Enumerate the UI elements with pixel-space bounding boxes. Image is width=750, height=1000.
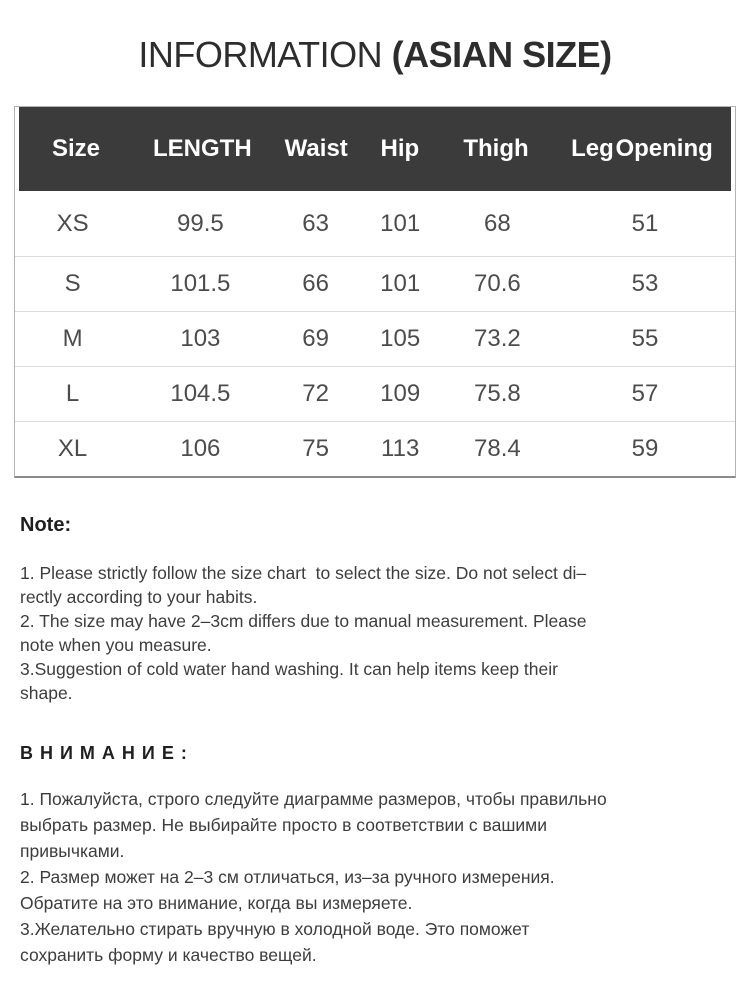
column-header-hip: Hip	[380, 135, 420, 162]
table-row-l	[15, 366, 735, 421]
note-line: shape.	[20, 683, 73, 703]
column-header-thigh: Thigh	[463, 135, 529, 162]
attention-line: 3.Желательно стирать вручную в холодной воде. Это поможет	[20, 919, 530, 939]
title-regular: INFORMATION	[138, 34, 392, 75]
cell-waist: 69	[302, 325, 329, 352]
size-chart-header-row	[19, 107, 731, 191]
cell-leg-opening: 53	[631, 270, 659, 297]
cell-length: 101.5	[170, 270, 231, 297]
cell-waist: 63	[302, 209, 329, 237]
cell-waist: 66	[302, 270, 329, 297]
cell-length: 104.5	[170, 380, 231, 407]
cell-hip: 113	[381, 435, 420, 462]
attention-heading: ВНИМАНИЕ:	[20, 743, 194, 763]
cell-leg-opening: 55	[631, 325, 659, 352]
cell-hip: 101	[380, 209, 421, 237]
cell-size: XL	[57, 435, 88, 462]
title-bold: (ASIAN SIZE)	[391, 34, 612, 75]
cell-hip: 101	[380, 270, 421, 297]
note-line: note when you measure.	[20, 635, 212, 655]
attention-line: выбрать размер. Не выбирайте просто в соответствии с вашими	[20, 815, 547, 835]
cell-thigh: 70.6	[474, 270, 521, 297]
attention-line: Обратите на это внимание, когда вы измеряете.	[20, 893, 413, 913]
cell-waist: 72	[302, 380, 329, 407]
cell-thigh: 68	[484, 209, 511, 237]
table-row-m	[15, 311, 735, 366]
note-paragraph-english	[20, 561, 730, 705]
attention-line: привычками.	[20, 841, 125, 861]
attention-line: 2. Размер может на 2–3 см отличаться, из–за ручного измерения.	[20, 867, 555, 887]
cell-leg-opening: 57	[631, 380, 659, 407]
cell-size: XS	[56, 209, 89, 237]
column-header-leg-opening: Leg Opening	[571, 135, 713, 162]
cell-thigh: 75.8	[474, 380, 521, 407]
cell-length: 106	[180, 435, 221, 462]
note-line: 3.Suggestion of cold water hand washing. It can help items keep their	[20, 659, 558, 679]
cell-size: L	[65, 380, 80, 407]
cell-leg-opening: 51	[631, 209, 659, 237]
attention-line: 1. Пожалуйста, строго следуйте диаграмме размеров, чтобы правильно	[20, 789, 607, 809]
notes-section	[20, 514, 730, 968]
cell-hip: 105	[380, 325, 421, 352]
attention-line: сохранить форму и качество вещей.	[20, 945, 317, 965]
cell-length: 103	[180, 325, 221, 352]
column-header-size: Size	[51, 135, 100, 162]
note-paragraph-russian	[20, 786, 730, 968]
cell-length: 99.5	[177, 209, 224, 237]
note-line: rectly according to your habits.	[20, 587, 258, 607]
cell-size: M	[62, 325, 83, 352]
table-row-xs	[15, 191, 735, 256]
cell-thigh: 78.4	[474, 435, 521, 462]
note-line: 1. Please strictly follow the size chart to select the size. Do not select di–	[20, 563, 587, 583]
cell-hip: 109	[380, 380, 421, 407]
size-chart-table	[14, 106, 736, 478]
note-line: 2. The size may have 2–3cm differs due to manual measurement. Please	[20, 611, 587, 631]
column-header-length: LENGTH	[152, 135, 252, 162]
page-title	[0, 34, 750, 76]
cell-size: S	[64, 270, 81, 297]
cell-waist: 75	[302, 435, 329, 462]
table-row-s	[15, 256, 735, 311]
column-header-waist: Waist	[284, 135, 348, 162]
cell-thigh: 73.2	[474, 325, 521, 352]
note-heading: Note:	[20, 514, 72, 536]
table-row-xl	[15, 421, 735, 476]
cell-leg-opening: 59	[631, 435, 659, 462]
